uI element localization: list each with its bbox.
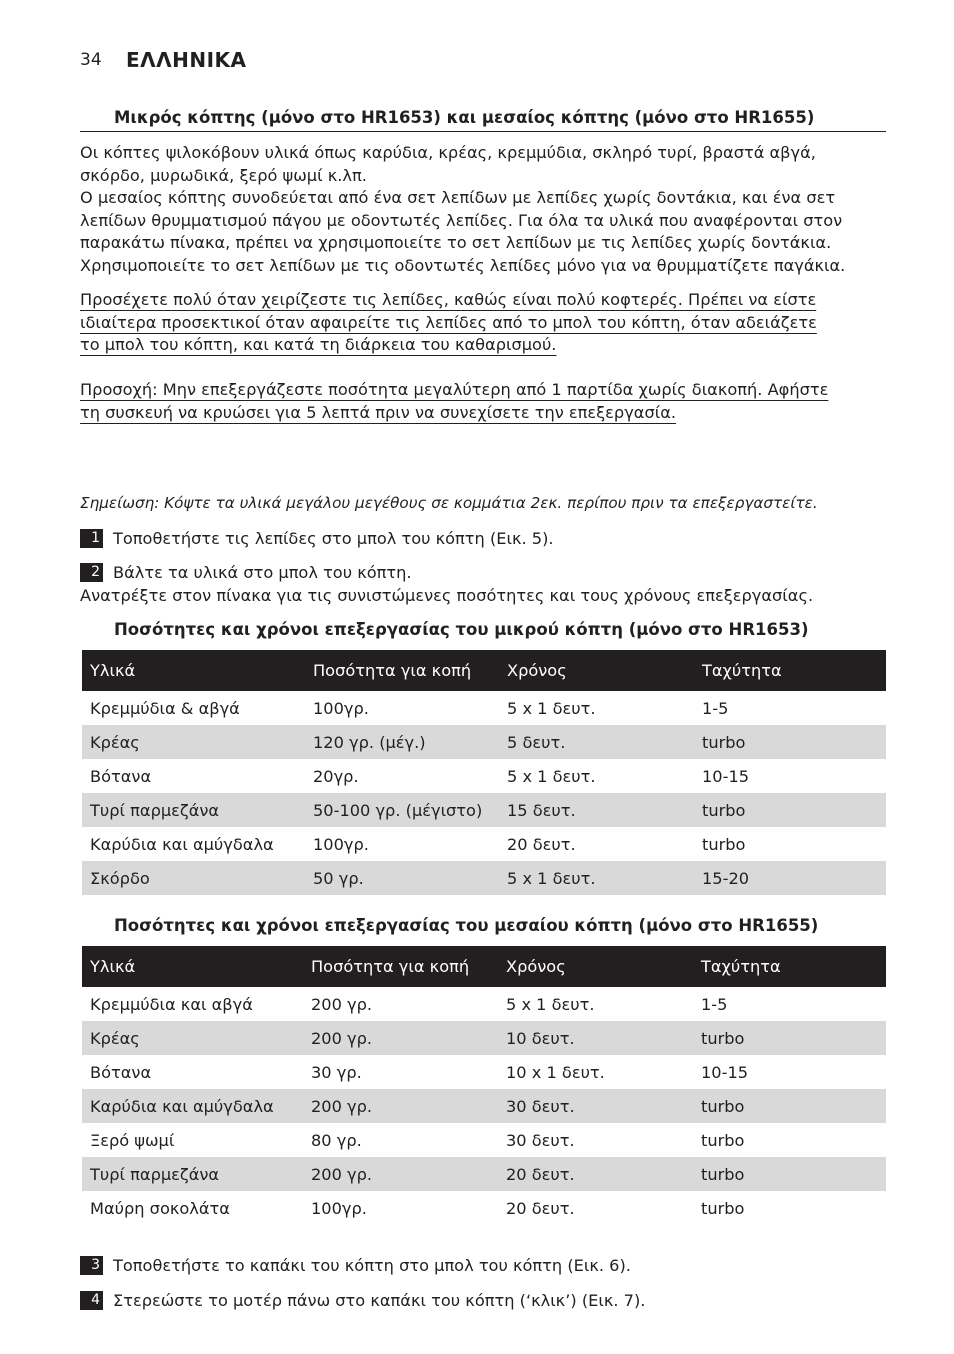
table-row bbox=[82, 1089, 886, 1123]
table-cell: 5 x 1 δευτ. bbox=[499, 861, 694, 895]
table-cell: turbo bbox=[702, 834, 746, 854]
table-cell: Κρέας bbox=[82, 725, 305, 759]
column-header: Ταχύτητα bbox=[693, 946, 886, 987]
intro-line: Οι κόπτες ψιλοκόβουν υλικά όπως καρύδια, κρέας, κρεμμύδια, σκληρό τυρί, βραστά αβγά, bbox=[80, 143, 816, 162]
page-number: 34 bbox=[80, 50, 102, 70]
intro-line: Ο μεσαίος κόπτης συνοδεύεται από ένα σετ λεπίδων με λεπίδες χωρίς δοντάκια, και ένα σετ bbox=[80, 188, 836, 208]
step-number-badge: 1 bbox=[80, 529, 103, 548]
step-number-badge: 2 bbox=[80, 563, 103, 582]
table-row bbox=[82, 725, 886, 759]
table-cell: Σκόρδο bbox=[82, 861, 305, 895]
warning-line: το μπολ του κόπτη, και κατά τη διάρκεια του καθαρισμού. bbox=[80, 335, 557, 355]
table-row bbox=[82, 861, 886, 895]
table-cell: 30 γρ. bbox=[311, 1062, 362, 1082]
table1-title: Ποσότητες και χρόνοι επεξεργασίας του μικρού κόπτη (μόνο στο HR1653) bbox=[114, 620, 809, 639]
table-row bbox=[82, 793, 886, 827]
note-text: Σημείωση: Κόψτε τα υλικά μεγάλου μεγέθους σε κομμάτια 2εκ. περίπου πριν τα επεξεργαστείτε. bbox=[80, 494, 818, 512]
table-row bbox=[82, 759, 886, 793]
table-cell: 15-20 bbox=[694, 861, 886, 895]
table-cell: Ξερό ψωμί bbox=[90, 1130, 175, 1150]
table-row bbox=[82, 1055, 886, 1089]
table-header-row bbox=[82, 650, 886, 691]
step-4 bbox=[80, 1291, 645, 1310]
table-cell: 20γρ. bbox=[313, 766, 359, 786]
table-cell: turbo bbox=[694, 725, 886, 759]
table-row bbox=[82, 1191, 886, 1225]
table-cell: 200 γρ. bbox=[303, 1021, 498, 1055]
table-cell: 5 x 1 δευτ. bbox=[507, 766, 596, 786]
table-cell: turbo bbox=[693, 1021, 886, 1055]
table-cell: 10-15 bbox=[702, 766, 750, 786]
table-cell: turbo bbox=[693, 1089, 886, 1123]
intro-line: λεπίδων θρυμματισμού πάγου με οδοντωτές λεπίδες. Για όλα τα υλικά που αναφέρονται στον bbox=[80, 210, 843, 230]
table-cell: 10 x 1 δευτ. bbox=[506, 1062, 605, 1082]
table-row bbox=[82, 827, 886, 861]
table-cell: 30 δευτ. bbox=[498, 1089, 693, 1123]
column-header: Ταχύτητα bbox=[694, 650, 886, 691]
table-cell: 50 γρ. bbox=[305, 861, 499, 895]
table-row bbox=[82, 1123, 886, 1157]
section-title: Μικρός κόπτης (μόνο στο HR1653) και μεσαίος κόπτης (μόνο στο HR1655) bbox=[114, 108, 815, 127]
table-cell: 10-15 bbox=[701, 1062, 749, 1082]
warning-line: Προσέχετε πολύ όταν χειρίζεστε τις λεπίδες, καθώς είναι πολύ κοφτερές. Πρέπει να είστε bbox=[80, 290, 817, 309]
table-cell: turbo bbox=[694, 793, 886, 827]
table-cell: 200 γρ. bbox=[303, 1157, 498, 1191]
table-row bbox=[82, 1021, 886, 1055]
table-cell: Βότανα bbox=[90, 766, 152, 786]
table-row bbox=[82, 691, 886, 725]
table-cell: 120 γρ. (μέγ.) bbox=[305, 725, 499, 759]
table-cell: 5 x 1 δευτ. bbox=[507, 698, 596, 718]
table-cell: 20 δευτ. bbox=[506, 1198, 575, 1218]
table-cell: turbo bbox=[701, 1130, 745, 1150]
table-cell: 30 δευτ. bbox=[506, 1130, 575, 1150]
table2-title: Ποσότητες και χρόνοι επεξεργασίας του μεσαίου κόπτη (μόνο στο HR1655) bbox=[114, 916, 819, 935]
caution-line: τη συσκευή να κρυώσει για 5 λεπτά πριν να συνεχίσετε την επεξεργασία. bbox=[80, 402, 677, 422]
table-cell: Μαύρη σοκολάτα bbox=[90, 1198, 230, 1218]
table-cell: Κρεμμύδια & αβγά bbox=[90, 698, 240, 718]
caution-notice bbox=[80, 379, 890, 424]
table-cell: 100γρ. bbox=[311, 1198, 367, 1218]
table-cell: 20 δευτ. bbox=[507, 834, 576, 854]
table-cell: Καρύδια και αμύγδαλα bbox=[90, 834, 274, 854]
table-cell: 10 δευτ. bbox=[498, 1021, 693, 1055]
table-cell: turbo bbox=[693, 1157, 886, 1191]
table-cell: 15 δευτ. bbox=[499, 793, 694, 827]
table-cell: turbo bbox=[701, 1198, 745, 1218]
medium-chopper-table bbox=[82, 946, 886, 1225]
table-row bbox=[82, 1157, 886, 1191]
blade-warning bbox=[80, 289, 890, 357]
step-text: Τοποθετήστε τις λεπίδες στο μπολ του κόπτη (Εικ. 5). bbox=[113, 529, 554, 548]
table-cell: Τυρί παρμεζάνα bbox=[82, 1157, 303, 1191]
step-2 bbox=[80, 563, 412, 582]
caution-line: Προσοχή: Μην επεξεργάζεστε ποσότητα μεγαλύτερη από 1 παρτίδα χωρίς διακοπή. Αφήστε bbox=[80, 380, 829, 399]
intro-line: σκόρδο, μυρωδικά, ξερό ψωμί κ.λπ. bbox=[80, 165, 367, 185]
table-cell: 5 δευτ. bbox=[499, 725, 694, 759]
table-header-row bbox=[82, 946, 886, 987]
table-cell: Καρύδια και αμύγδαλα bbox=[82, 1089, 303, 1123]
column-header: Ποσότητα για κοπή bbox=[303, 946, 498, 987]
intro-line: παρακάτω πίνακα, πρέπει να χρησιμοποιείτε το σετ λεπίδων με τις λεπίδες χωρίς δοντάκια. bbox=[80, 233, 832, 253]
step-text: Τοποθετήστε το καπάκι του κόπτη στο μπολ του κόπτη (Εικ. 6). bbox=[113, 1256, 631, 1275]
intro-line: Χρησιμοποιείτε το σετ λεπίδων με τις οδοντωτές λεπίδες μόνο για να θρυμματίζετε παγάκια. bbox=[80, 255, 846, 275]
table-cell: Κρεμμύδια και αβγά bbox=[90, 994, 253, 1014]
step-number-badge: 4 bbox=[80, 1291, 103, 1310]
step-2-subtext: Ανατρέξτε στον πίνακα για τις συνιστώμενες ποσότητες και τους χρόνους επεξεργασίας. bbox=[80, 586, 814, 605]
step-1 bbox=[80, 529, 554, 548]
table-cell: Βότανα bbox=[90, 1062, 152, 1082]
table-cell: 80 γρ. bbox=[311, 1130, 362, 1150]
table-cell: 50-100 γρ. (μέγιστο) bbox=[305, 793, 499, 827]
step-text: Στερεώστε το μοτέρ πάνω στο καπάκι του κόπτη (‘κλικ’) (Εικ. 7). bbox=[113, 1291, 646, 1310]
step-text: Βάλτε τα υλικά στο μπολ του κόπτη. bbox=[113, 563, 412, 582]
column-header: Χρόνος bbox=[499, 650, 694, 691]
table-cell: 20 δευτ. bbox=[498, 1157, 693, 1191]
table-cell: 200 γρ. bbox=[311, 994, 373, 1014]
step-3 bbox=[80, 1256, 631, 1275]
intro-paragraph bbox=[80, 142, 890, 278]
table-cell: 1-5 bbox=[701, 994, 728, 1014]
column-header: Υλικά bbox=[82, 650, 305, 691]
table-cell: Τυρί παρμεζάνα bbox=[82, 793, 305, 827]
table-cell: 200 γρ. bbox=[303, 1089, 498, 1123]
table-cell: Κρέας bbox=[82, 1021, 303, 1055]
column-header: Ποσότητα για κοπή bbox=[305, 650, 499, 691]
table-cell: 5 x 1 δευτ. bbox=[506, 994, 595, 1014]
warning-line: ιδιαίτερα προσεκτικοί όταν αφαιρείτε τις λεπίδες από το μπολ του κόπτη, όταν αδειάζετε bbox=[80, 312, 817, 332]
table-cell: 100γρ. bbox=[313, 834, 369, 854]
column-header: Υλικά bbox=[82, 946, 303, 987]
table-cell: 100γρ. bbox=[313, 698, 369, 718]
section-title-rule bbox=[80, 131, 886, 132]
step-number-badge: 3 bbox=[80, 1256, 103, 1275]
language-heading: ΕΛΛΗΝΙΚΑ bbox=[126, 48, 247, 72]
small-chopper-table bbox=[82, 650, 886, 895]
table-row bbox=[82, 987, 886, 1021]
table-cell: 1-5 bbox=[702, 698, 729, 718]
column-header: Χρόνος bbox=[498, 946, 693, 987]
